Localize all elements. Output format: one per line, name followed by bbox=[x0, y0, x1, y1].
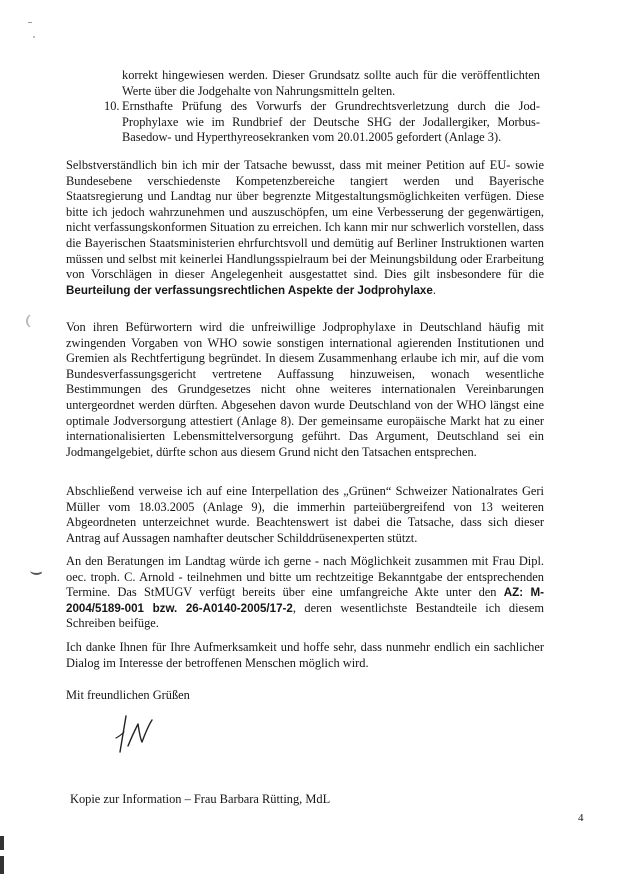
list-item-10 bbox=[104, 99, 540, 146]
paragraph-end: , deren wesentlichste Bestandteile ich diesem Schreiben beifüge. bbox=[66, 600, 544, 631]
scan-edge-mark bbox=[0, 856, 4, 874]
paragraph-text: Selbstverständlich bin ich mir der Tatsache bewusst, dass mit meiner Petition auf EU- sowie Bundesebene verschiedenste Kompetenzbereiche tangiert werden und Bayerische Staatsregierung und Landtag nur über begrenzte Mitgestaltungsmöglichkeiten verfügen. Diese bitte ich jedoch wahrzunehmen und auszuschöpfen, um eine Verbesserung der gegenwärtigen, nicht verfassungskonformen Situation zu erreichen. Ich kann mir nur schwerlich vorstellen, dass die Bayerischen Staatsministerien ehrfurchtsvoll und demütig auf Berliner Instruktionen warten müssen und selbst mit keinerlei Handlungsspielraum bei der Meinungsbildung oder Erarbeitung von Vorschlägen in dieser Angelegenheit ausgestattet sind. Dies gilt insbesondere für die bbox=[66, 158, 544, 282]
demands-list bbox=[104, 68, 540, 146]
handwritten-signature bbox=[112, 706, 172, 766]
emphasis-text: Beurteilung der verfassungsrechtlichen Aspekte der Jodprohylaxe bbox=[66, 283, 433, 297]
paragraph-who-argument: Von ihren Befürwortern wird die unfreiwillige Jodprophylaxe in Deutschland häufig mit zwingenden Vorgaben von WHO sowie sonstigen international agierenden Institutionen und Gremien als Rechtfertigung begründet. In diesem Zusammenhang erlaube ich mir, auf die vom Bundesverfassungsgericht vertretene Auffassung hinzuweisen, wonach wesentliche Bestimmungen des Grundgesetzes nicht ohne weiteres internationalen Vereinbarungen untergeordnet werden dürften. Abgesehen davon wurde Deutschland von der WHO längst eine optimale Jodversorgung attestiert (Anlage 8). Der gemeinsame europäische Markt hat zu einer internationalisierten Lebensmittelversorgung geführt. Das Argument, Deutschland sei ein Jodmangelgebiet, dürfte schon aus diesem Grund nicht den Tatsachen entsprechen. bbox=[66, 320, 544, 459]
paragraph-interpellation: Abschließend verweise ich auf eine Interpellation des „Grünen“ Schweizer Nationalrates Geri Müller vom 18.03.2005 (Anlage 9), die immerhin parteiübergreifend von 13 weiteren Abgeordneten unterzeichnet wurde. Beachtenswert ist dabei die Tatsache, dass sich dieser Antrag auf Aussagen namhafter deutscher Schilddrüsenexperten stützt. bbox=[66, 484, 544, 545]
paragraph-text: An den Beratungen im Landtag würde ich gerne - nach Möglichkeit zusammen mit Frau Dipl. oec. troph. C. Arnold - teilnehmen und bitte um rechtzeitige Bekanntgabe der entsprechenden Termine. Das StMUGV verfügt bereits über eine umfangreiche Akte unter den bbox=[66, 554, 544, 600]
punch-hole-mark bbox=[26, 313, 43, 329]
list-item-number: 10. bbox=[104, 99, 120, 114]
paragraph-competence bbox=[66, 158, 544, 298]
closing-salutation: Mit freundlichen Grüßen bbox=[66, 688, 190, 702]
paragraph-end: . bbox=[432, 282, 436, 297]
list-item-continuation: korrekt hingewiesen werden. Dieser Grundsatz sollte auch für die veröffentlichten Werte über die Jodgehalte von Nahrungsmitteln gelten. bbox=[122, 68, 540, 98]
paragraph-landtag-consultation bbox=[66, 554, 544, 632]
scan-artifact bbox=[33, 36, 35, 38]
scan-edge-mark bbox=[0, 836, 4, 850]
punch-hole-mark bbox=[30, 566, 43, 575]
copy-recipient-line: Kopie zur Information – Frau Barbara Rütting, MdL bbox=[70, 792, 331, 806]
page-number: 4 bbox=[578, 812, 584, 824]
scan-artifact bbox=[28, 22, 32, 23]
reference-number: AZ: M-2004/5189-001 bzw. 26-A0140-2005/17-2 bbox=[66, 586, 544, 615]
paragraph-thanks: Ich danke Ihnen für Ihre Aufmerksamkeit und hoffe sehr, dass nunmehr endlich ein sachlicher Dialog im Interesse der betroffenen Menschen möglich wird. bbox=[66, 640, 544, 670]
list-item-text: Ernsthafte Prüfung des Vorwurfs der Grundrechtsverletzung durch die Jod-Prophylaxe wie im Rundbrief der Deutsche SHG der Jodallergiker, Morbus-Basedow- und Hyperthyreosekranken vom 20.01.2005 gefordert (Anlage 3). bbox=[122, 99, 540, 145]
